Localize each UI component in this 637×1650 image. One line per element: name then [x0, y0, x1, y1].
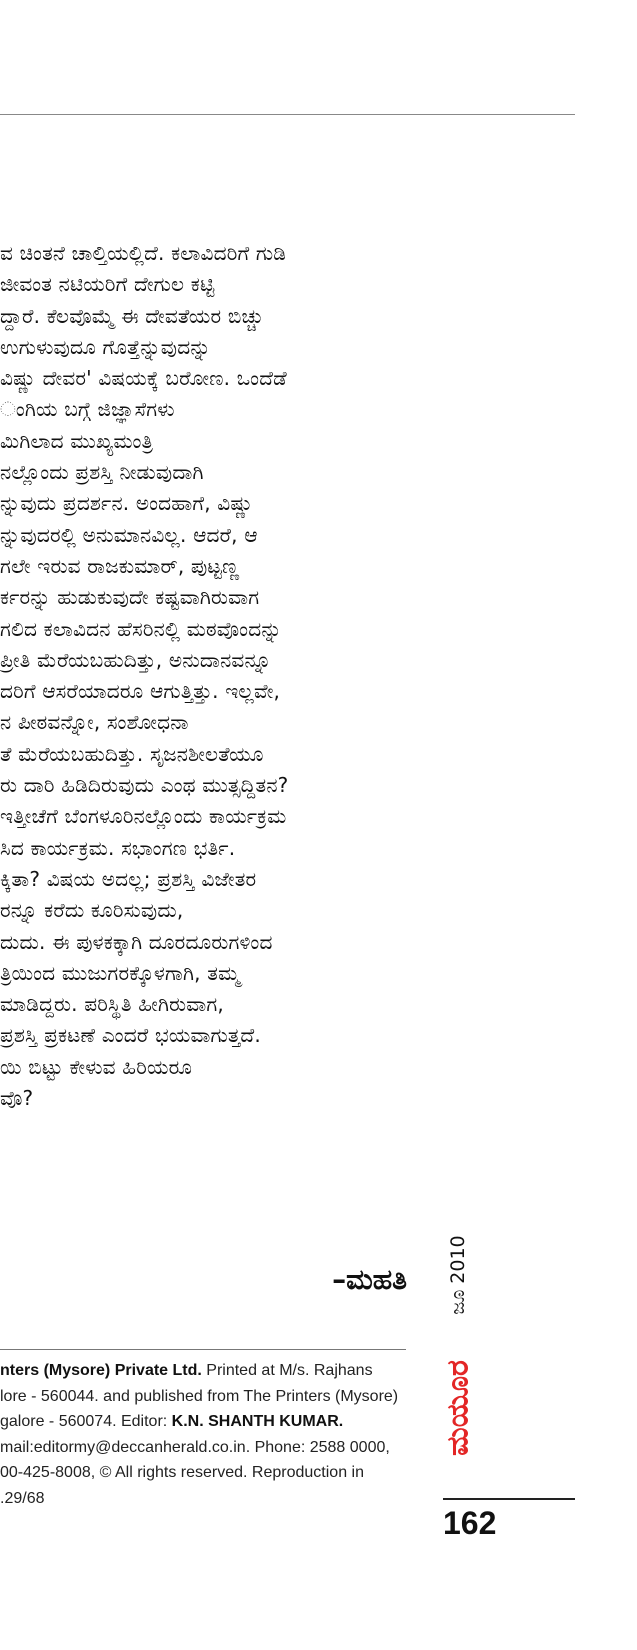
magazine-logo — [440, 1342, 476, 1474]
page-number: 162 — [443, 1505, 497, 1541]
imprint-text: .29/68 — [0, 1489, 45, 1507]
magazine-name: ಮಯೂರ — [440, 1360, 476, 1456]
article-line: ನ್ನುವುದರಲ್ಲಿ ಅನುಮಾನವಿಲ್ಲ. ಆದರೆ, ಆ — [0, 522, 258, 547]
article-line: ತೆ ಮೆರೆಯಬಹುದಿತ್ತು. ಸೃಜನಶೀಲತೆಯೂ — [0, 741, 264, 766]
article-line: ನ ಪೀಠವನ್ನೋ, ಸಂಶೋಧನಾ — [0, 710, 189, 735]
imprint-text: 00-425-8008, © All rights reserved. Reproduction in — [0, 1464, 364, 1481]
imprint-line — [0, 1384, 400, 1410]
article-line: ರನ್ನೂ ಕರೆದು ಕೂರಿಸುವುದು, — [0, 898, 184, 923]
article-line: ವೊ? — [0, 1086, 34, 1111]
issue-date-text: ಜೂ 2010 — [447, 1235, 469, 1315]
article-body — [0, 238, 420, 1114]
article-line: ಪ್ರಶಸ್ತಿ ಪ್ರಕಟಣೆ ಎಂದರೆ ಭಯವಾಗುತ್ತದೆ. — [0, 1023, 261, 1048]
imprint-text: lore - 560044. and published from The Printers (Mysore) — [0, 1387, 399, 1405]
article-line: ವಿಷ್ಣು ದೇವರ' ವಿಷಯಕ್ಕೆ ಬರೋಣ. ಒಂದೆಡೆ — [0, 366, 287, 391]
imprint-line — [0, 1358, 400, 1384]
article-line: ತ್ರಿಯಿಂದ ಮುಜುಗರಕ್ಕೊಳಗಾಗಿ, ತಮ್ಮ — [0, 960, 241, 985]
article-line: ಮಾಡಿದ್ದರು. ಪರಿಸ್ಥಿತಿ ಹೀಗಿರುವಾಗ, — [0, 992, 224, 1017]
article-line: ಗಲೇ ಇರುವ ರಾಜಕುಮಾರ್, ಪುಟ್ಟಣ್ಣ — [0, 553, 240, 578]
article-line: ನ್ನುವುದು ಪ್ರದರ್ಶನ. ಅಂದಹಾಗೆ, ವಿಷ್ಣು — [0, 491, 254, 516]
article-line: ಯಿ ಬಿಟ್ಟು ಕೇಳುವ ಹಿರಿಯರೂ — [0, 1054, 193, 1079]
article-line: ಪ್ರೀತಿ ಮೆರೆಯಬಹುದಿತ್ತು, ಅನುದಾನವನ್ನೂ — [0, 647, 272, 672]
imprint-line — [0, 1435, 400, 1461]
article-line: ನಲ್ಲೊಂದು ಪ್ರಶಸ್ತಿ ನೀಡುವುದಾಗಿ — [0, 460, 204, 485]
imprint-text: mail:editormy@deccanherald.co.in. Phone: 2588 0000, — [0, 1438, 390, 1456]
page-number-divider — [443, 1498, 575, 1500]
imprint-bold: nters (Mysore) Private Ltd. — [0, 1362, 202, 1379]
article-line: ಮಿಗಿಲಾದ ಮುಖ್ಯಮಂತ್ರಿ — [0, 428, 154, 453]
article-line: ಗಲಿದ ಕಲಾವಿದನ ಹೆಸರಿನಲ್ಲಿ ಮಠವೊಂದನ್ನು — [0, 616, 282, 641]
article-line: ಇತ್ತೀಚೆಗೆ ಬೆಂಗಳೂರಿನಲ್ಲೊಂದು ಕಾರ್ಯಕ್ರಮ — [0, 804, 287, 829]
article-line: ಂಗಿಯ ಬಗ್ಗೆ ಜಿಜ್ಞಾಸೆಗಳು — [0, 397, 175, 422]
top-divider — [0, 114, 575, 115]
article-line: ದ್ದಾರೆ. ಕೆಲವೊಮ್ಮೆ ಈ ದೇವತೆಯರ ಬಿಚ್ಚು — [0, 303, 264, 328]
article-line: ರ್ಕರನ್ನು ಹುಡುಕುವುದೇ ಕಷ್ಟವಾಗಿರುವಾಗ — [0, 585, 260, 610]
imprint-line — [0, 1460, 400, 1486]
article-line: ದರಿಗೆ ಆಸರೆಯಾದರೂ ಆಗುತ್ತಿತ್ತು. ಇಲ್ಲವೇ, — [0, 679, 281, 704]
imprint-line — [0, 1409, 400, 1435]
article-line: ದುದು. ಈ ಪುಳಕಕ್ಕಾಗಿ ದೂರದೂರುಗಳಿಂದ — [0, 929, 273, 954]
imprint-text: galore - 560074. Editor: — [0, 1413, 172, 1430]
article-line: ಜೀವಂತ ನಟಿಯರಿಗೆ ದೇಗುಲ ಕಟ್ಟಿ — [0, 272, 215, 297]
article-line: ಉಗುಳುವುದೂ ಗೊತ್ತೆನ್ನುವುದನ್ನು — [0, 334, 211, 359]
author-signature: –ಮಹತಿ — [332, 1263, 407, 1296]
issue-date — [443, 1220, 473, 1330]
editor-name: K.N. SHANTH KUMAR. — [171, 1413, 344, 1430]
imprint-line — [0, 1486, 400, 1512]
article-line: ಕ್ಕಿತಾ? ವಿಷಯ ಅದಲ್ಲ; ಪ್ರಶಸ್ತಿ ವಿಜೇತರ — [0, 866, 257, 891]
footer-divider — [0, 1349, 406, 1350]
publisher-imprint — [0, 1358, 400, 1511]
imprint-text: Printed at M/s. Rajhans — [201, 1362, 373, 1379]
article-line: ಸಿದ ಕಾರ್ಯಕ್ರಮ. ಸಭಾಂಗಣ ಭರ್ತಿ. — [0, 835, 236, 860]
article-line: ರು ದಾರಿ ಹಿಡಿದಿರುವುದು ಎಂಥ ಮುತ್ಸದ್ದಿತನ? — [0, 773, 289, 798]
article-line: ವ ಚಿಂತನೆ ಚಾಲ್ತಿಯಲ್ಲಿದೆ. ಕಲಾವಿದರಿಗೆ ಗುಡಿ — [0, 241, 287, 265]
